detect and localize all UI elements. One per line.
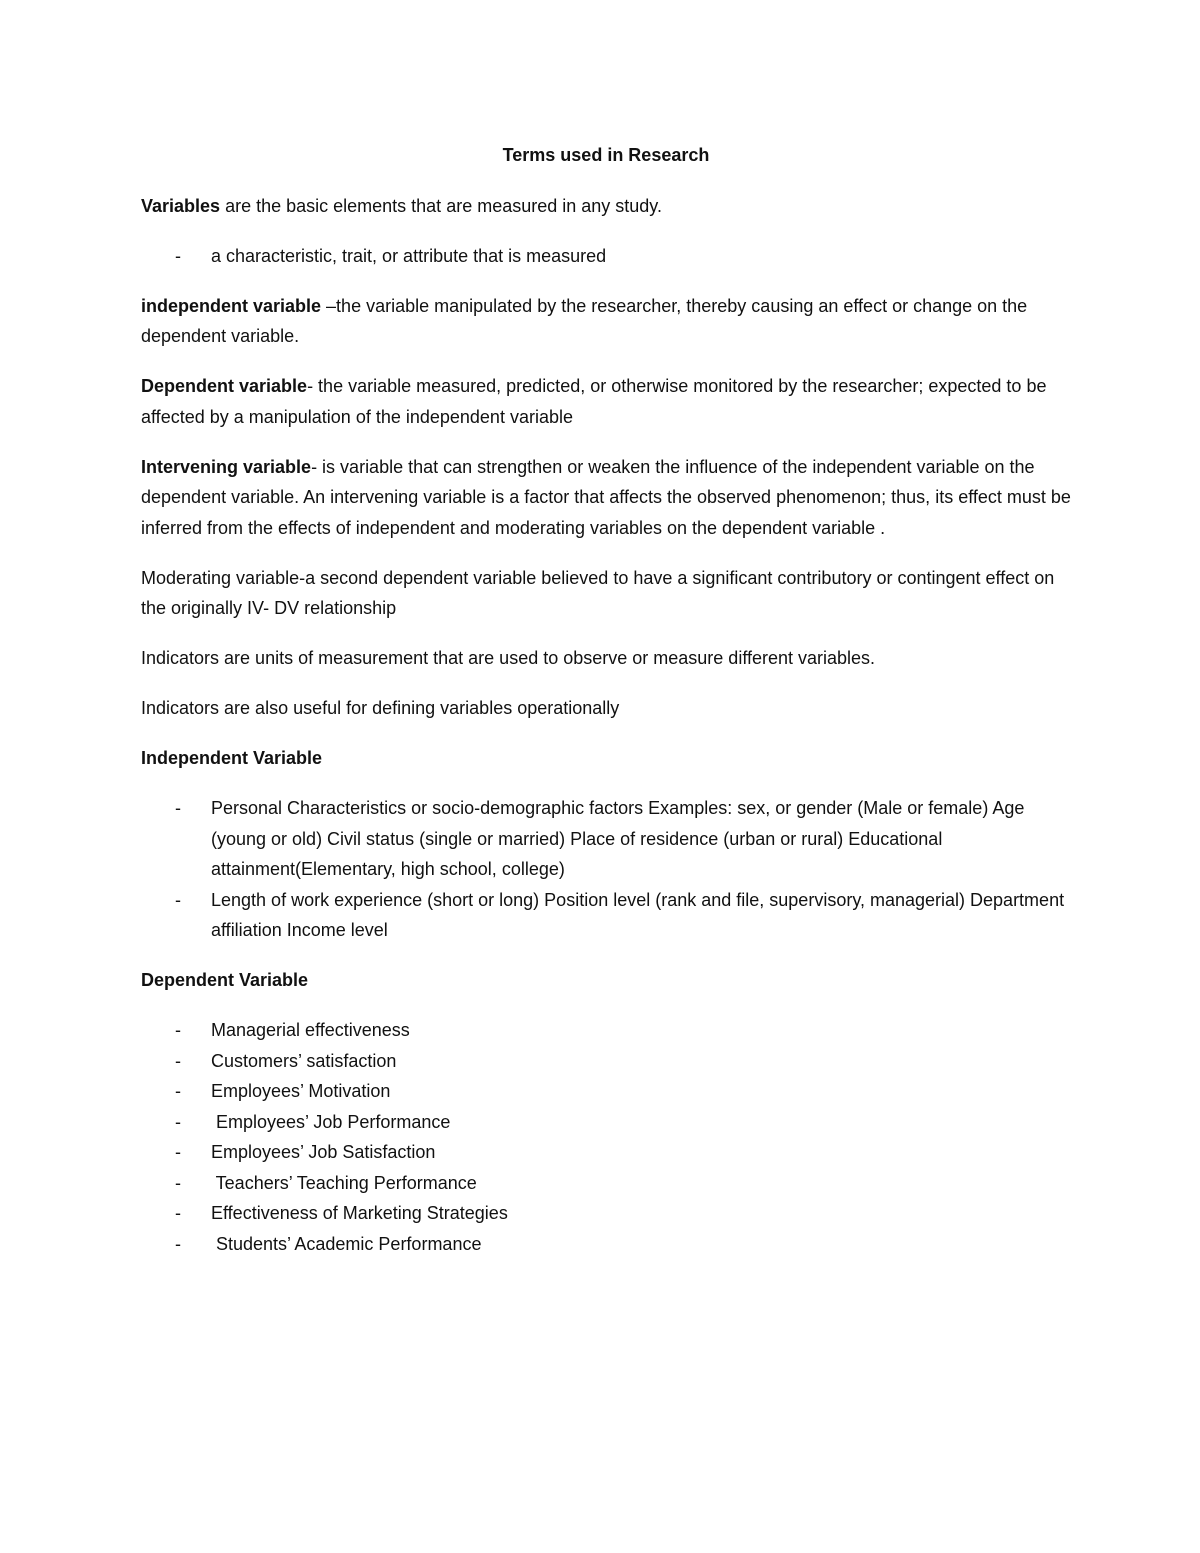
independent-variable-heading: Independent Variable (141, 748, 323, 768)
list-item-text: Personal Characteristics or socio-demographic factors Examples: sex, or gender (Male or female) Age (young or old) Civil status (single or married) Place of residence (urban or rural) Educational attainment(Elementary, high school, college) (211, 798, 1025, 879)
list-item-text: Employees’ Motivation (211, 1081, 391, 1101)
list-item (141, 1229, 1071, 1260)
dash-bullet: - (175, 798, 181, 818)
independent-variable-definition (141, 291, 1071, 352)
list-item (141, 793, 1071, 885)
dependent-variable-list (141, 1015, 1071, 1259)
list-item-text: Length of work experience (short or long) Position level (rank and file, supervisory, managerial) Department affiliation Income level (211, 889, 1065, 940)
indicators-paragraph-2: Indicators are also useful for defining variables operationally (141, 698, 620, 718)
dash-bullet: - (175, 889, 181, 910)
dash-bullet: - (175, 1050, 181, 1071)
list-item-text: Teachers’ Teaching Performance (211, 1172, 477, 1193)
list-item-text: Customers’ satisfaction (211, 1050, 397, 1071)
list-item (141, 1076, 1071, 1107)
intervening-variable-definition (141, 452, 1071, 544)
dash-bullet: - (175, 245, 181, 266)
page-title: Terms used in Research (502, 145, 710, 165)
variables-definition (141, 191, 1071, 222)
indicators-paragraph-1: Indicators are units of measurement that are used to observe or measure different variables. (141, 648, 876, 668)
list-item-text: a characteristic, trait, or attribute that is measured (211, 245, 607, 266)
variables-bullet-list (141, 241, 1071, 272)
list-item-text: Effectiveness of Marketing Strategies (211, 1203, 508, 1223)
dash-bullet: - (175, 1142, 181, 1162)
list-item (141, 1015, 1071, 1046)
list-item (141, 1137, 1071, 1168)
dependent-variable-term: Dependent variable (141, 376, 308, 396)
dash-bullet: - (175, 1203, 181, 1223)
dash-bullet: - (175, 1020, 181, 1040)
list-item (141, 1046, 1071, 1077)
dash-bullet: - (175, 1172, 181, 1193)
independent-variable-term: independent variable (141, 295, 322, 316)
intervening-variable-text: - is variable that can strengthen or weaken the influence of the independent variable on the dependent variable. An intervening variable is a factor that affects the observed phenomenon; thus, its effect must be inferred from the effects of independent and moderating variables on the dependent variable . (141, 456, 1071, 538)
dependent-variable-definition (141, 371, 1071, 432)
dependent-variable-heading: Dependent Variable (141, 970, 309, 990)
list-item-text: Employees’ Job Satisfaction (211, 1142, 436, 1162)
list-item-text: Employees’ Job Performance (211, 1111, 451, 1132)
list-item (141, 1168, 1071, 1199)
list-item (141, 1107, 1071, 1138)
dependent-variable-text: - the variable measured, predicted, or otherwise monitored by the researcher; expected to be affected by a manipulation of the independent variable (141, 376, 1047, 427)
independent-variable-text: –the variable manipulated by the researcher, thereby causing an effect or change on the dependent variable. (141, 295, 1028, 346)
dash-bullet: - (175, 1111, 181, 1132)
list-item-text: Students’ Academic Performance (211, 1233, 482, 1254)
variables-text: are the basic elements that are measured in any study. (220, 195, 662, 216)
dash-bullet: - (175, 1081, 181, 1101)
list-item (141, 1198, 1071, 1229)
list-item (141, 885, 1071, 946)
list-item (141, 241, 1071, 272)
moderating-variable-definition: Moderating variable-a second dependent variable believed to have a significant contributory or contingent effect on the originally IV- DV relationship (141, 567, 1055, 618)
dash-bullet: - (175, 1233, 181, 1254)
variables-term: Variables (141, 195, 221, 216)
intervening-variable-term: Intervening variable (141, 456, 312, 477)
list-item-text: Managerial effectiveness (211, 1020, 410, 1040)
document-page (141, 140, 1071, 1279)
independent-variable-list (141, 793, 1071, 946)
